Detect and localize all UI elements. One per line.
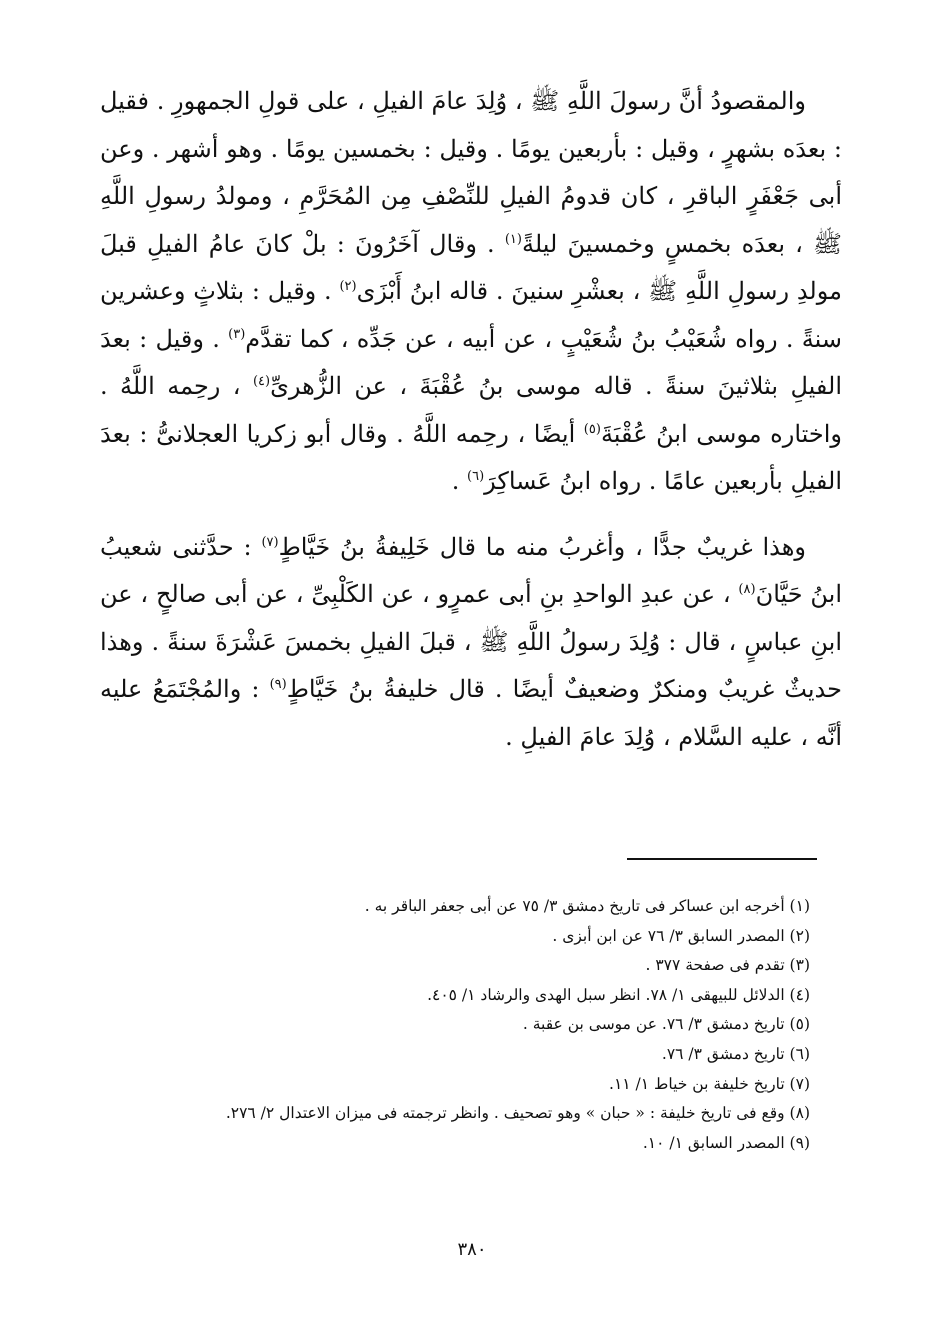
footnote-7: (٧) تاريخ خليفة بن خياط ١/ ١١. — [609, 1074, 810, 1093]
footnote-9: (٩) المصدر السابق ١/ ١٠. — [642, 1133, 810, 1152]
footnote-ref: (٤) — [252, 374, 271, 389]
footnotes — [110, 892, 810, 1158]
text-segment: ، عن عبدِ الواحدِ بنِ أبى عمرٍو ، عن الكَلْبِىِّ ، عن أبى صالحٍ ، عن ابنِ عباسٍ ، قال : وُلِدَ رسولُ اللَّهِ ﷺ ، قبلَ الفيلِ بخمسَ عَشْرَةَ سنةً . وهذا حديثٌ غريبٌ ومنكرٌ وضعيفٌ أيضًا . قال خليفةُ بنُ خَيَّاطٍ — [100, 580, 842, 703]
footnote-ref: (٦) — [467, 469, 485, 484]
footnote-4: (٤) الدلائل للبيهقى ١/ ٧٨. انظر سبل الهدى والرشاد ١/ ٤٠٥. — [427, 985, 810, 1004]
main-text — [100, 78, 842, 761]
footnote-8: (٨) وقع فى تاريخ خليفة : « حبان » وهو تصحيف . وانظر ترجمته فى ميزان الاعتدال ٢/ ٢٧٦. — [225, 1104, 810, 1123]
text-segment: . وقيل : بثلاثٍ وعشرين سنةً . رواه شُعَيْبُ بنُ شُعَيْبٍ ، عن أبيه ، عن جَدِّه ، كما تقدَّم — [100, 277, 842, 353]
text-segment: . — [451, 467, 468, 495]
footnote-ref: (٢) — [339, 279, 357, 294]
footnote-3: (٣) تقدم فى صفحة ٣٧٧ . — [645, 956, 810, 975]
footnote-6: (٦) تاريخ دمشق ٣/ ٧٦. — [661, 1044, 810, 1063]
text-segment: والمقصودُ أنَّ رسولَ اللَّهِ ﷺ ، وُلِدَ عامَ الفيلِ ، على قولِ الجمهورِ . فقيل : بعدَه بشهرٍ ، وقيل : بأربعين يومًا . وقيل : بخمسين يومًا . وهو أشهر . وعن أبى جَعْفَرٍ الباقرِ ، كان قدومُ الفيلِ للنِّصْفِ مِن المُحَرَّمِ ، ومولدُ رسولِ اللَّهِ ﷺ ، بعدَه بخمسٍ وخمسينَ ليلةً — [100, 87, 843, 258]
footnote-divider — [627, 858, 817, 860]
text-segment: : حدَّثنى شعيبُ ابنُ حَيَّانَ — [100, 532, 842, 608]
text-segment: . وقال آخَرُونَ : بلْ كانَ عامُ الفيلِ قبلَ مولدِ رسولِ اللَّهِ ﷺ ، بعشْرِ سنينَ . قاله ابنُ أَبْزَى — [100, 229, 842, 305]
text-segment: أيضًا ، رحِمه اللَّهُ . وقال أبو زكريا العجلانىُّ : بعدَ الفيلِ بأربعين عامًا . رواه ابنُ عَساكِرَ — [100, 419, 842, 495]
text-segment: ، رحِمه اللَّهُ . واختاره موسى ابنُ عُقْبَةَ — [100, 372, 842, 448]
footnote-ref: (١) — [504, 231, 522, 247]
footnote-2: (٢) المصدر السابق ٣/ ٧٦ عن ابن أبزى . — [552, 926, 810, 945]
footnote-1: (١) أخرجه ابن عساكر فى تاريخ دمشق ٣/ ٧٥ عن أبى جعفر الباقر به . — [364, 897, 810, 915]
text-segment: : والمُجْتَمَعُ عليه أنَّه ، عليه السَّلام ، وُلِدَ عامَ الفيلِ . — [100, 675, 842, 751]
footnote-5: (٥) تاريخ دمشق ٣/ ٧٦. عن موسى بن عقبة . — [522, 1015, 810, 1034]
footnote-ref: (٩) — [269, 677, 287, 692]
page-number: ٣٨٠ — [457, 1239, 487, 1260]
footnote-ref: (٥) — [583, 421, 601, 437]
paragraph-1 — [100, 78, 842, 506]
text-segment: وهذا غريبٌ جدًّا ، وأغربُ منه ما قال خَلِيفةُ بنُ خَيَّاطٍ — [278, 532, 806, 561]
paragraph-2 — [100, 524, 842, 762]
footnote-ref: (٣) — [228, 326, 246, 342]
footnote-ref: (٧) — [261, 534, 279, 550]
text-segment: . وقيل : بعدَ الفيلِ بثلاثينَ سنةً . قاله موسى بنُ عُقْبَةَ ، عن الزُّهرىِّ — [100, 324, 842, 400]
footnote-ref: (٨) — [738, 582, 756, 597]
